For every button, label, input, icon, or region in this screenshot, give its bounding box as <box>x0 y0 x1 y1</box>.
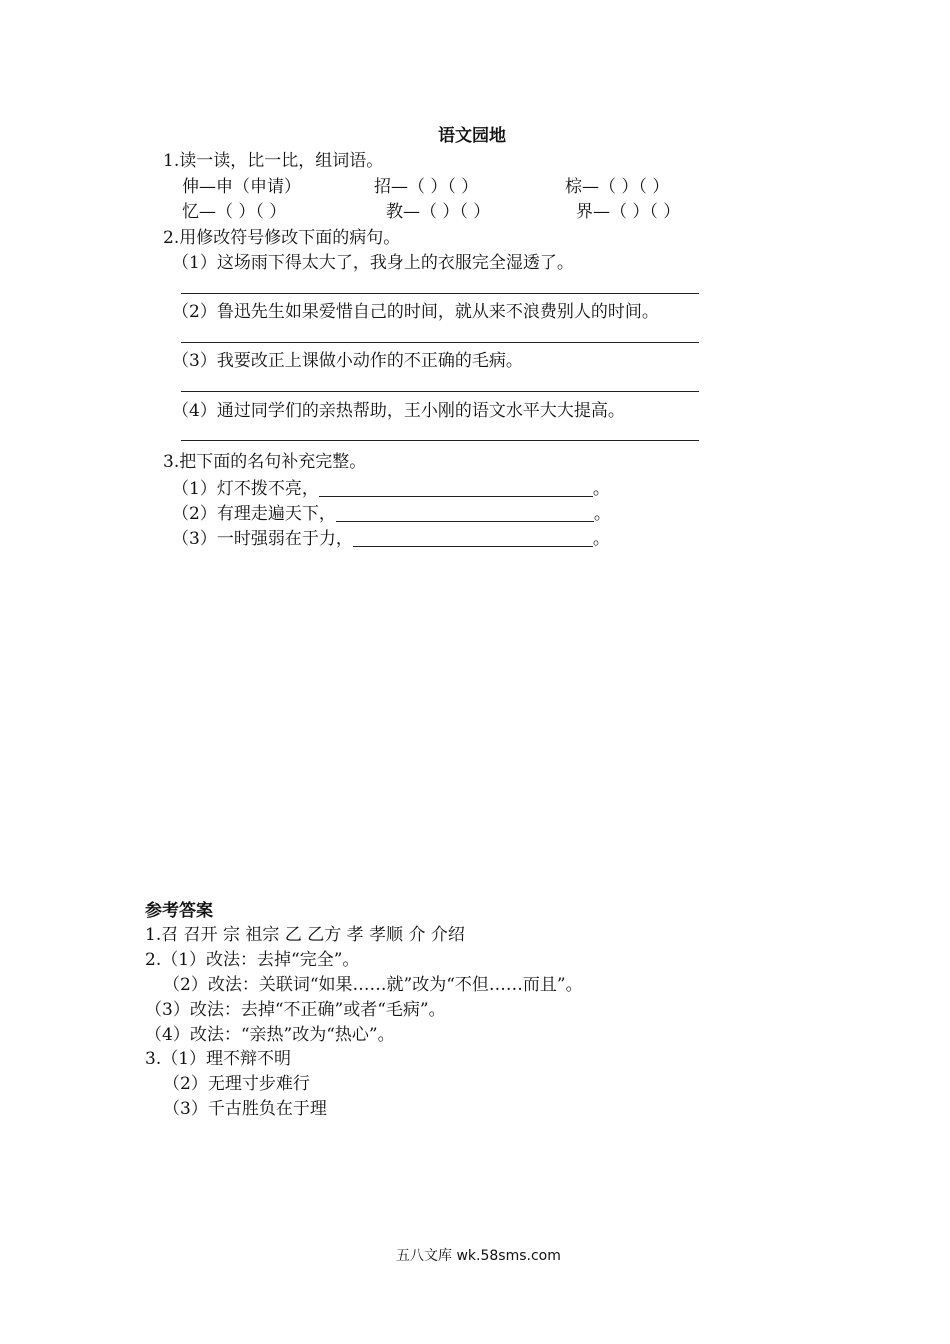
page-title: 语文园地 <box>438 126 506 146</box>
q2-heading: 2.用修改符号修改下面的病句。 <box>163 228 401 248</box>
q1-row2-item3: 界—（ ）（ ） <box>576 202 681 222</box>
q3-end-mark: 。 <box>592 479 610 499</box>
q3-item-2-text: （2）有理走遍天下， <box>172 504 336 524</box>
fill-blank <box>336 505 594 522</box>
q3-item-1 <box>172 480 610 498</box>
q1-row1-item1: 伸—申（申请） <box>182 177 301 197</box>
q1-row2-item1: 忆—（ ）（ ） <box>182 202 287 222</box>
q3-heading: 3.把下面的名句补充完整。 <box>163 452 367 472</box>
q3-item-2 <box>172 505 611 523</box>
fill-blank <box>319 480 593 497</box>
q2-item-3: （3）我要改正上课做小动作的不正确的毛病。 <box>172 351 523 371</box>
q3-item-1-text: （1）灯不拨不亮， <box>172 479 319 499</box>
q1-row1-item2: 招—（ ）（ ） <box>374 177 479 197</box>
q1-row2-item2: 教—（ ）（ ） <box>386 202 491 222</box>
q2-item-1: （1）这场雨下得太大了，我身上的衣服完全湿透了。 <box>172 253 574 273</box>
answer-line-2: 2.（1）改法：去掉“完全”。 <box>145 950 360 970</box>
answer-line-3: （2）改法：关联词“如果……就”改为“不但……而且”。 <box>163 975 583 995</box>
answer-line-4: （3）改法：去掉“不正确”或者“毛病”。 <box>145 1000 446 1020</box>
q1-row1-item3: 棕—（ ）（ ） <box>565 177 670 197</box>
answers-heading: 参考答案 <box>145 901 213 921</box>
q2-item-2: （2）鲁迅先生如果爱惜自己的时间，就从来不浪费别人的时间。 <box>172 302 659 322</box>
answer-line <box>181 391 699 392</box>
answer-line-7: （2）无理寸步难行 <box>163 1074 310 1094</box>
q1-heading: 1.读一读，比一比，组词语。 <box>163 151 384 171</box>
q3-end-mark: 。 <box>593 504 611 524</box>
answer-line-6: 3.（1）理不辩不明 <box>145 1049 292 1069</box>
fill-blank <box>353 530 593 547</box>
answer-line <box>181 440 699 441</box>
q2-item-4: （4）通过同学们的亲热帮助，王小刚的语文水平大大提高。 <box>172 401 625 421</box>
footer-watermark: 五八文库 wk.58sms.com <box>396 1248 561 1264</box>
q3-end-mark: 。 <box>592 529 610 549</box>
answer-line-1: 1.召 召开 宗 祖宗 乙 乙方 孝 孝顺 介 介绍 <box>145 925 465 945</box>
q3-item-3 <box>172 530 610 548</box>
answer-line <box>181 293 699 294</box>
q3-item-3-text: （3）一时强弱在于力， <box>172 529 353 549</box>
answer-line <box>181 342 699 343</box>
answer-line-5: （4）改法：“亲热”改为“热心”。 <box>145 1025 395 1045</box>
answer-line-8: （3）千古胜负在于理 <box>163 1099 327 1119</box>
